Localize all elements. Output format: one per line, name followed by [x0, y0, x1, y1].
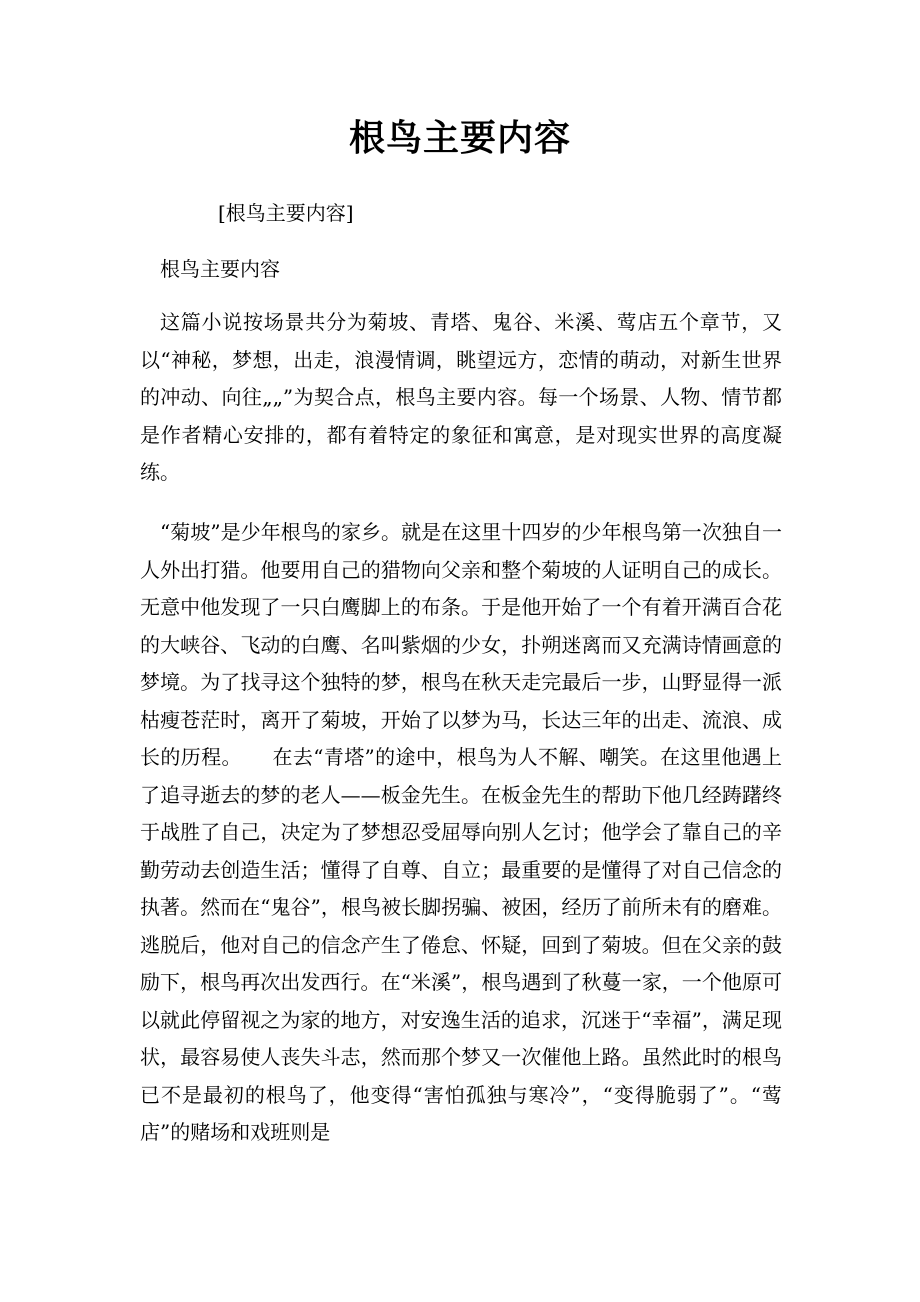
body-paragraph-2: “菊坡”是少年根鸟的家乡。就是在这里十四岁的少年根鸟第一次独自一人外出打猎。他要用自己的猎物向父亲和整个菊坡的人证明自己的成长。无意中他发现了一只白鹰脚上的布条。于是他开始了一个有着开满百合花的大峡谷、飞动的白鹰、名叫紫烟的少女，扑朔迷离而又充满诗情画意的梦境。为了找寻这个独特的梦，根鸟在秋天走完最后一步，山野显得一派枯瘦苍茫时，离开了菊坡，开始了以梦为马，长达三年的出走、流浪、成长的历程。 在去“青塔”的途中，根鸟为人不解、嘲笑。在这里他遇上了追寻逝去的梦的老人——板金先生。在板金先生的帮助下他几经踌躇终于战胜了自己，决定为了梦想忍受屈辱向别人乞讨；他学会了靠自己的辛勤劳动去创造生活；懂得了自尊、自立；最重要的是懂得了对自己信念的执著。然而在“鬼谷”，根鸟被长脚拐骗、被困，经历了前所未有的磨难。逃脱后，他对自己的信念产生了倦怠、怀疑，回到了菊坡。但在父亲的鼓励下，根鸟再次出发西行。在“米溪”，根鸟遇到了秋蔓一家，一个他原可以就此停留视之为家的地方，对安逸生活的追求，沉迷于“幸福”，满足现状，最容易使人丧失斗志，然而那个梦又一次催他上路。虽然此时的根鸟已不是最初的根鸟了，他变得“害怕孤独与寒冷”，“变得脆弱了”。“莺店”的赌场和戏班则是 [140, 520, 782, 1144]
document-title: 根鸟主要内容 [348, 117, 571, 159]
body-paragraph-1: 这篇小说按场景共分为菊坡、青塔、鬼谷、米溪、莺店五个章节，又以“神秘，梦想，出走，浪漫情调，眺望远方，恋情的萌动，对新生世界的冲动、向往„„”为契合点，根鸟主要内容。每一个场景、人物、情节都是作者精心安排的，都有着特定的象征和寓意，是对现实世界的高度凝练。 [140, 310, 782, 484]
sub-heading: 根鸟主要内容 [160, 257, 280, 281]
bracket-title: [根鸟主要内容] [218, 201, 354, 225]
